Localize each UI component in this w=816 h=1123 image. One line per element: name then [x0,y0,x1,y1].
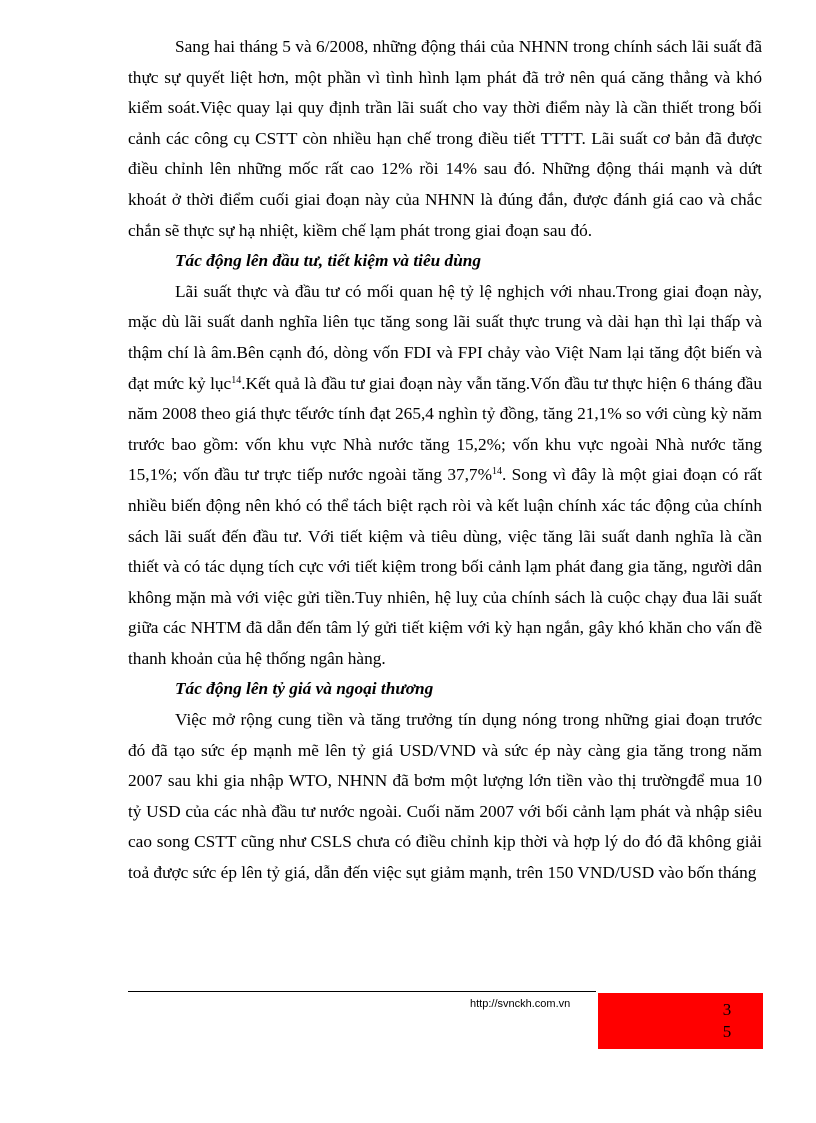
page-number-box [598,993,763,1049]
footnote-reference[interactable]: 14 [231,374,242,386]
section-heading: Tác động lên tỷ giá và ngoại thương [175,679,434,699]
paragraph-text: . Song vì đây là một giai đoạn có rất nhiều biến động nên khó có thể tách biệt rạch ròi và kết luận chính xác tác động của chính sách lãi suất đến đầu tư. Với tiết kiệm và tiêu dùng, việc tăng lãi suất danh nghĩa là cần thiết và có tác dụng tích cực với tiết kiệm trong bối cảnh lạm phát đang gia tăng, người dân không mặn mà với việc gửi tiền.Tuy nhiên, hệ luỵ của chính sách là cuộc chạy đua lãi suất giữa các NHTM đã dẫn đến tâm lý gửi tiết kiệm với kỳ hạn ngắn, gây khó khăn cho vấn đề thanh khoản của hệ thống ngân hàng. [128,465,762,668]
paragraph-text: Lãi suất thực và đầu tư có mối quan hệ tỷ lệ nghịch với nhau.Trong giai đoạn này, mặc dù lãi suất danh nghĩa liên tục tăng song lãi suất thực trung và dài hạn thì lại thấp và thậm chí là âm.Bên cạnh đó, dòng vốn FDI và FPI chảy vào Việt Nam lại tăng đột biến và đạt mức kỷ lục [128,281,762,393]
body-paragraph [128,277,762,675]
footnote-reference[interactable]: 14 [491,466,502,478]
page-number: 35 [722,1000,732,1041]
document-body [128,32,762,889]
body-paragraph: Sang hai tháng 5 và 6/2008, những động thái của NHNN trong chính sách lãi suất đã thực sự quyết liệt hơn, một phần vì tình hình lạm phát đã trở nên quá căng thẳng và khó kiểm soát.Việc quay lại quy định trần lãi suất cho vay thời điểm này là cần thiết trong bối cảnh các công cụ CSTT còn nhiều hạn chế trong điều tiết TTTT. Lãi suất cơ bản đã được điều chỉnh lên những mốc rất cao 12% rồi 14% sau đó. Những động thái mạnh và dứt khoát ở thời điểm cuối giai đoạn này của NHNN là đúng đắn, được đánh giá cao và chắc chắn sẽ thực sự hạ nhiệt, kiềm chế lạm phát trong giai đoạn sau đó. [128,37,762,240]
footer-divider [128,991,596,992]
paragraph-text: .Kết quả là đầu tư giai đoạn này vẫn tăng.Vốn đầu tư thực hiện 6 tháng đầu năm 2008 theo giá thực tếước tính đạt 265,4 nghìn tỷ đồng, tăng 21,1% so với cùng kỳ năm trước bao gồm: vốn khu vực Nhà nước tăng 15,2%; vốn khu vực ngoài Nhà nước tăng 15,1%; vốn đầu tư trực tiếp nước ngoài tăng 37,7% [128,373,762,485]
body-paragraph: Việc mở rộng cung tiền và tăng trưởng tín dụng nóng trong những giai đoạn trước đó đã tạo sức ép mạnh mẽ lên tỷ giá USD/VND và sức ép này càng gia tăng trong năm 2007 sau khi gia nhập WTO, NHNN đã bơm một lượng lớn tiền vào thị trườngđể mua 10 tỷ USD của các nhà đầu tư nước ngoài. Cuối năm 2007 với bối cảnh lạm phát và nhập siêu cao song CSTT cũng như CSLS chưa có điều chỉnh kịp thời và hợp lý do đó đã không giải toả được sức ép lên tỷ giá, dẫn đến việc sụt giảm mạnh, trên 150 VND/USD vào bốn tháng [128,710,762,883]
section-heading: Tác động lên đầu tư, tiết kiệm và tiêu dùng [175,251,482,271]
footer-url[interactable]: http://svnckh.com.vn [470,998,571,1010]
